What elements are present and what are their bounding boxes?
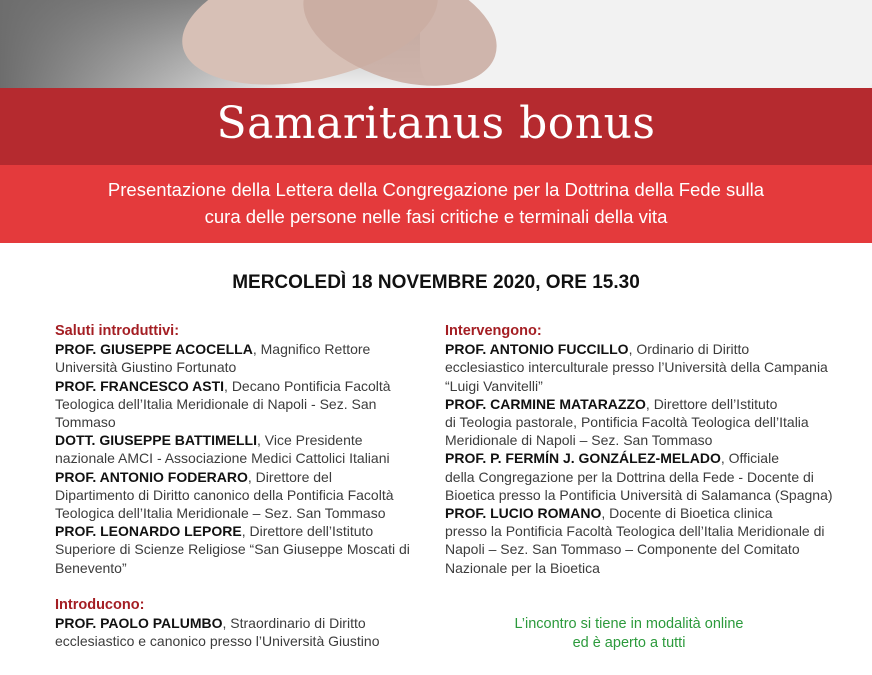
subtitle-band: [0, 165, 872, 243]
speaker-name: PROF. ANTONIO FUCCILLO: [445, 341, 629, 358]
speaker-entry: [55, 522, 430, 577]
speaker-role: , Vice Presidente: [256, 432, 363, 449]
speaker-role: , Magnifico Rettore: [252, 341, 371, 358]
header-photo: [0, 0, 872, 88]
speaker-name: PROF. FRANCESCO ASTI: [55, 377, 225, 394]
speaker-entry: [55, 340, 430, 376]
online-note-line-1: L’incontro si tiene in modalità online: [514, 616, 744, 632]
section-spacer: [55, 577, 430, 596]
intervengono-heading: Intervengono:: [445, 323, 542, 339]
speaker-entry: [55, 468, 430, 523]
speaker-role-cont: Dipartimento di Diritto canonico della Pontificia Facoltà Teologica dell’Italia Meridionale – Sez. San Tommaso: [55, 486, 394, 522]
saluti-heading: Saluti introduttivi:: [55, 323, 180, 339]
speaker-entry: [55, 431, 430, 467]
speaker-role: , Decano Pontificia Facoltà: [224, 377, 391, 394]
speaker-role: , Direttore del: [247, 468, 332, 485]
speaker-role: , Docente di Bioetica clinica: [601, 505, 773, 522]
right-column: [445, 322, 845, 577]
speaker-name: PROF. ANTONIO FODERARO: [55, 468, 248, 485]
speaker-entry: [445, 449, 845, 504]
speaker-name: DOTT. GIUSEPPE BATTIMELLI: [55, 432, 257, 449]
speaker-role-cont: presso la Pontificia Facoltà Teologica dell’Italia Meridionale di Napoli – Sez. San Tommaso – Componente del Comitato Nazionale per la Bioetica: [445, 523, 825, 576]
speaker-entry: [445, 504, 845, 577]
speaker-name: PROF. LEONARDO LEPORE: [55, 523, 242, 540]
speaker-role: , Ordinario di Diritto: [628, 341, 750, 358]
online-note: [445, 615, 813, 653]
subtitle-line-1: Presentazione della Lettera della Congregazione per la Dottrina della Fede sulla: [107, 179, 765, 200]
speaker-name: PROF. LUCIO ROMANO: [445, 505, 602, 522]
speaker-name: PROF. CARMINE MATARAZZO: [445, 395, 646, 412]
speaker-role-cont: Università Giustino Fortunato: [55, 359, 237, 376]
title-band: [0, 88, 872, 165]
speaker-role-cont: Teologica dell’Italia Meridionale di Napoli - Sez. San Tommaso: [55, 395, 377, 431]
speaker-role: , Direttore dell’Istituto: [241, 523, 374, 540]
speaker-entry: [55, 377, 430, 432]
online-note-line-2: ed è aperto a tutti: [572, 635, 686, 651]
subtitle-line-2: cura delle persone nelle fasi critiche e terminali della vita: [204, 206, 668, 227]
speaker-role-cont: ecclesiastico interculturale presso l’Università della Campania “Luigi Vanvitelli”: [445, 359, 828, 394]
introducono-heading: Introducono:: [55, 596, 145, 613]
event-date: MERCOLEDÌ 18 NOVEMBRE 2020, ORE 15.30: [232, 272, 640, 293]
speaker-role-cont: nazionale AMCI - Associazione Medici Cattolici Italiani: [55, 450, 390, 467]
speaker-role-cont: ecclesiastico e canonico presso l’Università Giustino: [55, 633, 380, 650]
speaker-entry: [445, 395, 845, 450]
speaker-role-cont: della Congregazione per la Dottrina della Fede - Docente di Bioetica presso la Pontificia Università di Salamanca (Spagna): [445, 468, 833, 503]
speaker-name: PROF. GIUSEPPE ACOCELLA: [55, 341, 253, 358]
speaker-name: PROF. PAOLO PALUMBO: [55, 615, 223, 632]
speaker-role: , Straordinario di Diritto: [222, 615, 366, 632]
speaker-role-cont: di Teologia pastorale, Pontificia Facoltà Teologica dell’Italia Meridionale di Napoli – Sez. San Tommaso: [445, 414, 809, 449]
speaker-entry: [445, 340, 845, 395]
speaker-entry: [55, 614, 430, 650]
left-column: [55, 322, 430, 650]
speaker-role: , Direttore dell’Istituto: [645, 395, 778, 412]
speaker-role: , Officiale: [720, 450, 779, 467]
speaker-name: PROF. P. FERMÍN J. GONZÁLEZ-MELADO: [445, 450, 721, 467]
speaker-role-cont: Superiore di Scienze Religiose “San Giuseppe Moscati di Benevento”: [55, 541, 410, 576]
page-title: Samaritanus bonus: [216, 98, 656, 149]
